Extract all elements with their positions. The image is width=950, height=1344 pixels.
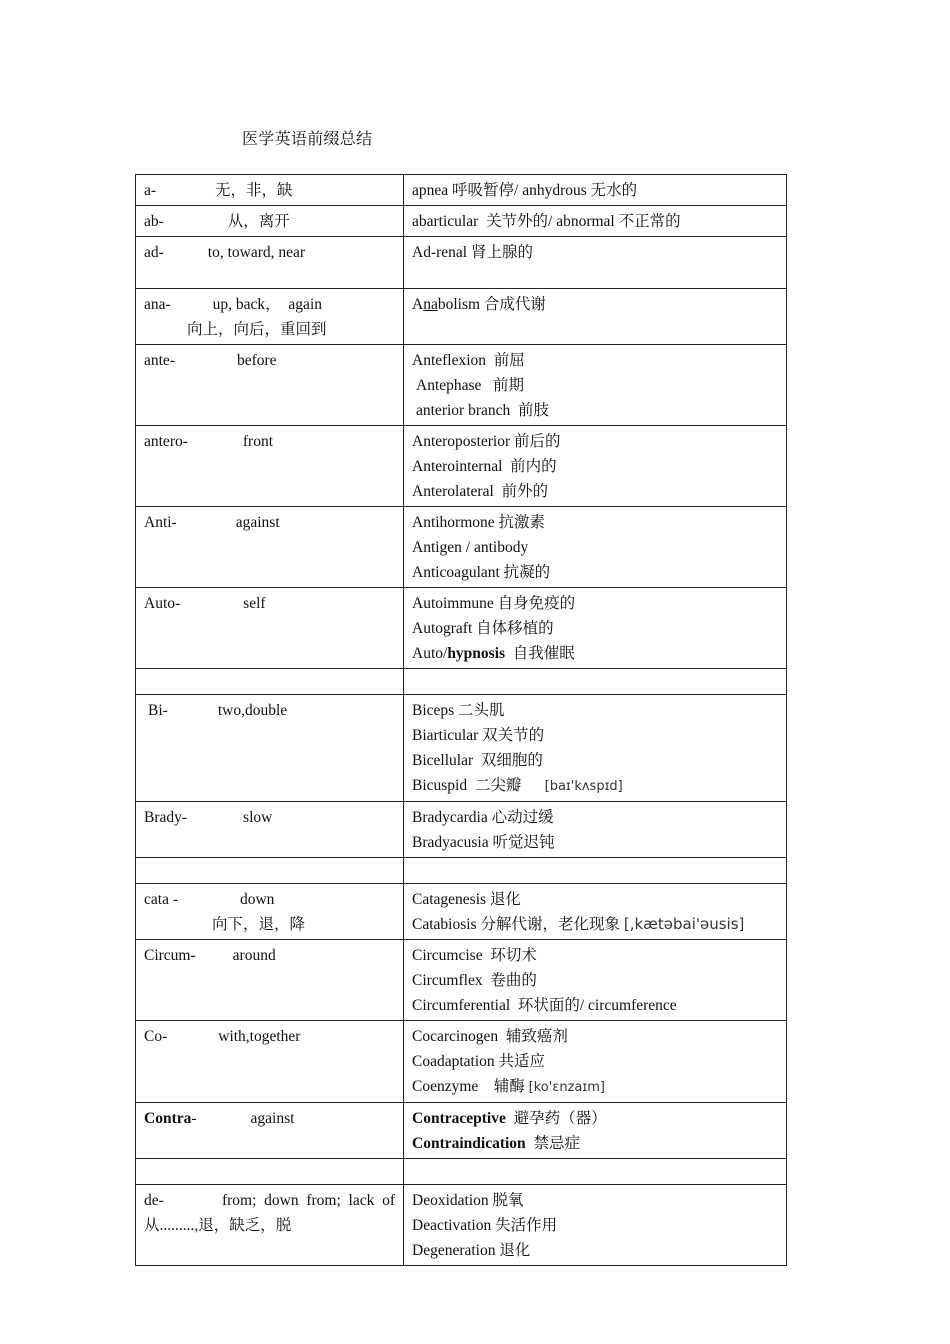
prefix: a- [144,182,157,199]
example: Bicellular 双细胞的 [412,752,543,769]
example: Anteflexion 前屈 [412,352,525,369]
table-row [136,237,787,289]
meaning: up, back， again [212,296,322,313]
example: Anabolism 合成代谢 [412,296,546,313]
example: Circumferential 环状面的/ circumference [412,997,677,1014]
example: Anticoagulant 抗凝的 [412,564,551,581]
example: Deoxidation 脱氧 [412,1192,524,1209]
example: Contraindication 禁忌症 [412,1135,580,1152]
example: abarticular 关节外的/ abnormal 不正常的 [412,213,681,230]
example: Antigen / antibody [412,539,529,556]
example: Anteroposterior 前后的 [412,433,561,450]
example: Biceps 二头肌 [412,702,505,719]
meaning: against [250,1110,295,1127]
table-row-empty [136,1159,787,1185]
example: Catagenesis 退化 [412,891,521,908]
table-row [136,175,787,206]
prefix: de- [144,1192,164,1209]
example: anterior branch 前肢 [416,402,549,419]
example: Autograft 自体移植的 [412,620,554,637]
meaning-cn: 向下，退，降 [212,916,306,933]
prefix: Circum- [144,947,196,964]
prefix: Anti- [144,514,177,531]
example: Catabiosis 分解代谢，老化现象 [,kætəbai'əusis] [412,915,745,933]
meaning: front [242,433,274,450]
prefix: Bi- [148,702,168,719]
table-row [136,802,787,858]
example: Biarticular 双关节的 [412,727,545,744]
meaning-cn: 向上，向后，重回到 [187,321,327,338]
example: Antephase 前期 [416,377,525,394]
prefix: Auto- [144,595,181,612]
example: Deactivation 失活作用 [412,1217,558,1234]
table-row-empty [136,858,787,884]
table-row [136,1021,787,1103]
example: Circumflex 卷曲的 [412,972,537,989]
table-row [136,507,787,588]
example: Degeneration 退化 [412,1242,531,1259]
prefix-table [135,174,787,1266]
table-row [136,426,787,507]
meaning: 从，离开 [227,213,290,230]
page-title: 医学英语前缀总结 [242,131,373,148]
meaning: down [239,891,275,908]
example: Antihormone 抗激素 [412,514,546,531]
example: Bradycardia 心动过缓 [412,809,554,826]
example: Anterolateral 前外的 [412,483,549,500]
meaning: around [232,947,276,964]
prefix: antero- [144,433,188,450]
meaning: from; down from; lack of [221,1192,395,1209]
meaning: two,double [217,702,288,719]
meaning: with,together [218,1028,301,1045]
table-row [136,289,787,345]
prefix: Contra [144,1110,192,1127]
table-row: Contra- against Contraceptive 避孕药（器） Contraindication 禁忌症 [136,1103,787,1159]
table-row [136,940,787,1021]
example: Auto/hypnosis 自我催眠 [412,645,575,662]
table-row [136,1185,787,1266]
table-row [136,206,787,237]
example: Contraceptive 避孕药（器） [412,1110,607,1127]
example: Circumcise 环切术 [412,947,537,964]
meaning: against [235,514,280,531]
example: Coadaptation 共适应 [412,1053,546,1070]
table-row-empty [136,669,787,695]
meaning-cn: 从.........,退，缺乏，脱 [144,1217,292,1234]
prefix: Co- [144,1028,168,1045]
example: Bicuspid 二尖瓣 [baɪ'kʌspɪd] [412,777,623,794]
meaning: to, toward, near [207,244,306,261]
meaning: 无，非，缺 [215,182,293,199]
example: Anterointernal 前内的 [412,458,557,475]
example: Autoimmune 自身免疫的 [412,595,576,612]
prefix: ana- [144,296,171,313]
example: Coenzyme 辅酶 [ko'ɛnzaɪm] [412,1078,605,1095]
meaning: before [236,352,277,369]
meaning: slow [243,809,273,826]
example: apnea 呼吸暂停/ anhydrous 无水的 [412,182,638,199]
prefix: ad- [144,244,164,261]
meaning: self [243,595,266,612]
prefix: ante- [144,352,175,369]
prefix: Brady- [144,809,188,826]
prefix: ab- [144,213,164,230]
table-row [136,588,787,669]
table-row [136,345,787,426]
table-row [136,884,787,940]
prefix: cata - [144,891,178,908]
example: Ad-renal 肾上腺的 [412,244,533,261]
example: Cocarcinogen 辅致癌剂 [412,1028,568,1045]
example: Bradyacusia 听觉迟钝 [412,834,555,851]
table-row [136,695,787,802]
